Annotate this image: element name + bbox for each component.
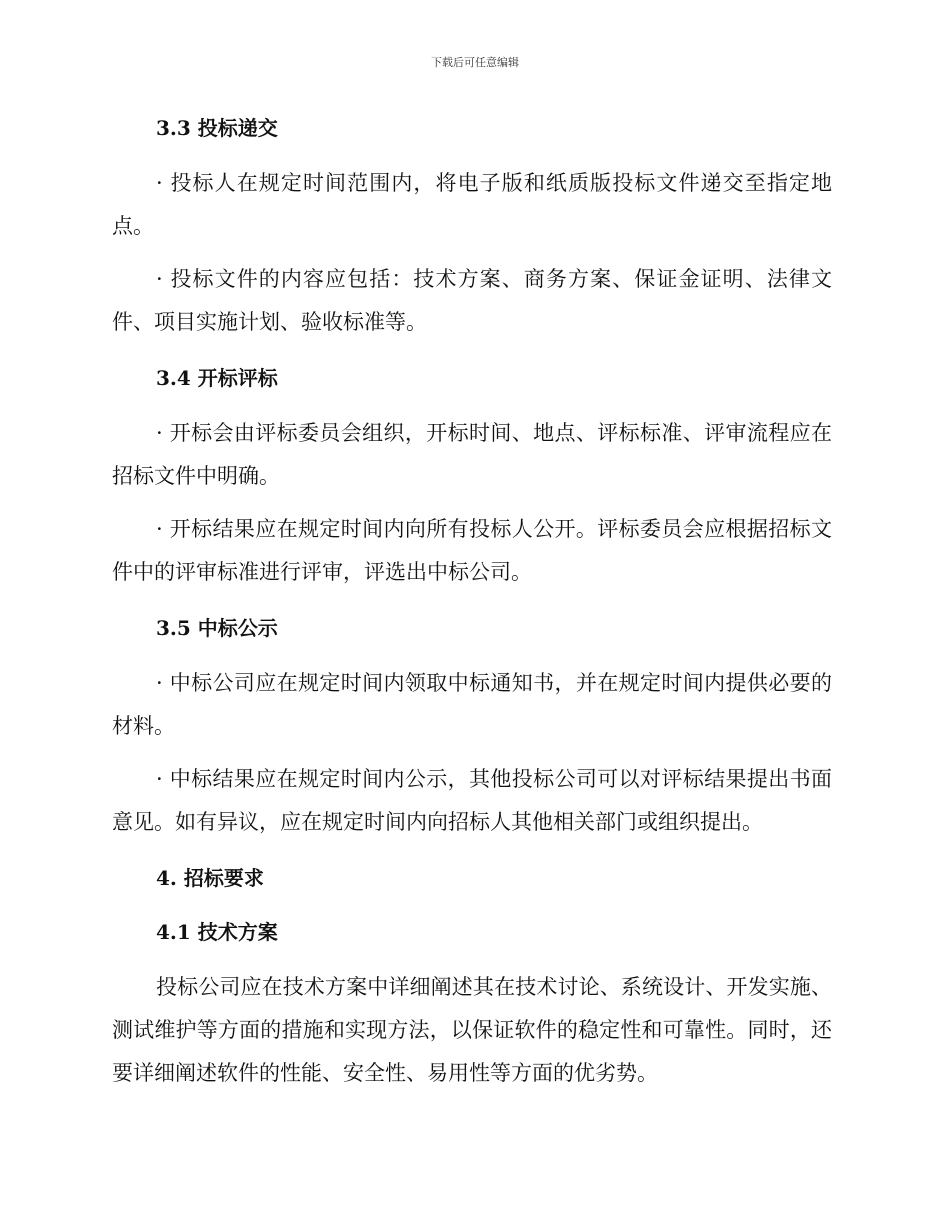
paragraph: · 开标结果应在规定时间内向所有投标人公开。评标委员会应根据招标文件中的评审标准进行评审，评选出中标公司。 [112,517,832,584]
paragraph: · 开标会由评标委员会组织，开标时间、地点、评标标准、评审流程应在招标文件中明确。 [112,421,832,488]
paragraph: · 投标人在规定时间范围内，将电子版和纸质版投标文件递交至指定地点。 [112,171,832,238]
section-heading-4-1: 4.1 技术方案 [156,920,278,944]
document-body [112,108,832,1095]
section-heading-3-4: 3.4 开标评标 [156,366,278,390]
paragraph: 投标公司应在技术方案中详细阐述其在技术讨论、系统设计、开发实施、测试维护等方面的措施和实现方法，以保证软件的稳定性和可靠性。同时，还要详细阐述软件的性能、安全性、易用性等方面的优劣势。 [112,975,832,1085]
section-heading-4: 4. 招标要求 [156,866,264,890]
paragraph: · 中标结果应在规定时间内公示，其他投标公司可以对评标结果提出书面意见。如有异议，应在规定时间内向招标人其他相关部门或组织提出。 [112,767,832,834]
section-heading-3-3: 3.3 投标递交 [156,116,278,140]
paragraph: · 投标文件的内容应包括：技术方案、商务方案、保证金证明、法律文件、项目实施计划、验收标准等。 [112,267,832,334]
section-heading-3-5: 3.5 中标公示 [156,616,278,640]
page-header: 下载后可任意编辑 [431,56,519,69]
paragraph: · 中标公司应在规定时间内领取中标通知书，并在规定时间内提供必要的材料。 [112,671,832,738]
